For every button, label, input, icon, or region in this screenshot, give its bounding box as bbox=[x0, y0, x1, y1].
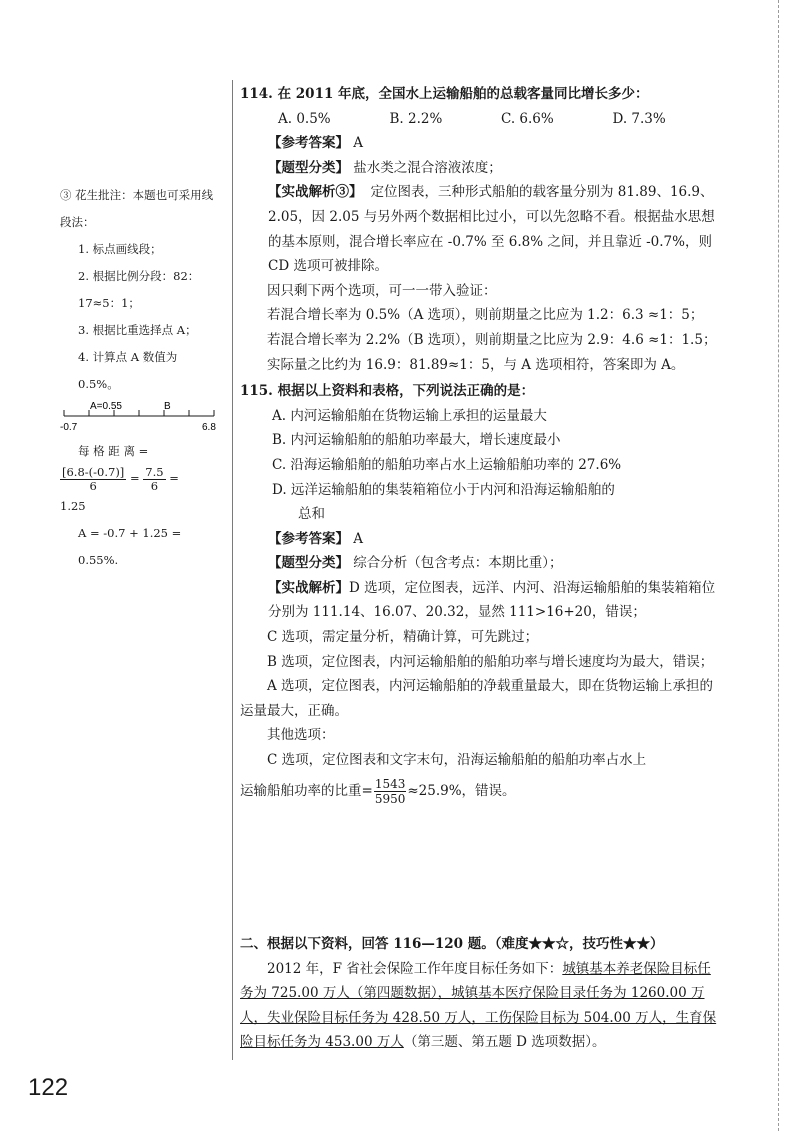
answer-tag: 【参考答案】 bbox=[268, 135, 349, 152]
left-end-label: -0.7 bbox=[60, 422, 78, 433]
analysis-p4: 若混合增长率为 2.2%（B 选项），则前期量之比应为 2.9：4.6 ≈1：1.5； bbox=[267, 331, 717, 348]
ratio-fraction: $\frac{1543}{5950}$ bbox=[374, 776, 406, 806]
note-title: ③ 花生批注：本题也可采用线段法： bbox=[60, 188, 214, 229]
q115-option-a: A. 内河运输船舶在货物运输上承担的运量最大 bbox=[272, 407, 547, 424]
q115-analysis-p1: D 选项，定位图表，远洋、内河、沿海运输船舶的集装箱箱位分别为 111.14、16.07、20.32，显然 111>16+20，错误； bbox=[268, 579, 716, 621]
point-a-result: A = -0.7 + 1.25 = 0.55%. bbox=[78, 525, 182, 567]
main-content bbox=[240, 82, 724, 806]
analysis-p3: 若混合增长率为 0.5%（A 选项），则前期量之比应为 1.2：6.3 ≈1：5； bbox=[267, 307, 704, 324]
grid-fraction: $\frac{[6.8-(-0.7)]}{6}$ bbox=[62, 464, 125, 493]
right-end-label: 6.8 bbox=[202, 422, 216, 433]
note-step-1: 1. 标点画线段； bbox=[78, 242, 162, 256]
number-line bbox=[60, 400, 220, 438]
note-step-2: 2. 根据比例分段：82：17≈5：1； bbox=[78, 269, 200, 310]
section-2-heading: 二、根据以下资料，回答 116—120 题。（难度★★☆，技巧性★★） bbox=[240, 936, 664, 952]
grid-fraction-2: $\frac{7.5}{6}$ bbox=[145, 464, 164, 493]
q115-answer-tag: 【参考答案】 bbox=[268, 530, 349, 547]
question-114-stem: 114. 在 2011 年底，全国水上运输船舶的总载客量同比增长多少： bbox=[240, 86, 649, 102]
analysis-tag: 【实战解析③】 bbox=[268, 184, 363, 201]
page-number: 122 bbox=[28, 1074, 69, 1101]
note-step-3: 3. 根据比重选择点 A； bbox=[78, 323, 197, 337]
per-grid-formula: $\frac{[6.8-(-0.7)]}{6}$ = $\frac{7.5}{6}$ = bbox=[62, 464, 179, 493]
q115-analysis-p5: 其他选项： bbox=[267, 727, 335, 744]
q115-option-d: D. 远洋运输船舶的集装箱箱位小于内河和沿海运输船舶的 bbox=[272, 481, 615, 498]
q115-type: 综合分析（包含考点：本期比重）； bbox=[353, 555, 563, 572]
point-b-label: B bbox=[164, 401, 171, 412]
answer: A bbox=[353, 135, 364, 152]
section-2 bbox=[240, 932, 724, 1055]
margin-divider bbox=[232, 80, 233, 1060]
option-d: D. 7.3% bbox=[612, 110, 666, 127]
per-grid-result: 1.25 bbox=[60, 498, 86, 513]
q115-analysis-last: 运输船舶功率的比重= $\frac{1543}{5950}$ ≈25.9%，错误。 bbox=[240, 776, 516, 806]
per-grid-label: 每 格 距 离 = bbox=[78, 444, 149, 458]
type-tag: 【题型分类】 bbox=[268, 159, 349, 176]
q115-answer: A bbox=[353, 530, 364, 547]
q115-option-d-cont: 总和 bbox=[298, 506, 325, 523]
q115-analysis-p6: C 选项，定位图表和文字末句，沿海运输船舶的船舶功率占水上 bbox=[267, 752, 647, 769]
margin-note bbox=[60, 182, 220, 574]
question-114-options bbox=[240, 107, 724, 132]
q115-analysis-p2: C 选项，需定量分析，精确计算，可先跳过； bbox=[267, 629, 539, 646]
binding-dashed-line bbox=[778, 0, 779, 1131]
q115-analysis-tag: 【实战解析】 bbox=[268, 579, 349, 596]
q115-type-tag: 【题型分类】 bbox=[268, 555, 349, 572]
type: 盐水类之混合溶液浓度； bbox=[353, 159, 502, 176]
analysis-p1: 定位图表，三种形式船舶的载客量分别为 81.89、16.9、2.05，因 2.05 与另外两个数据相比过小，可以先忽略不看。根据盐水思想的基本原则，混合增长率应在 -0.7% 至 6.8% 之间，并且靠近 -0.7%，则 CD 选项可被排除。 bbox=[268, 184, 715, 275]
question-115-stem: 115. 根据以上资料和表格，下列说法正确的是： bbox=[240, 383, 535, 400]
q115-analysis-p3: B 选项，定位图表，内河运输船舶的船舶功率与增长速度均为最大，错误； bbox=[267, 653, 714, 670]
option-c: C. 6.6% bbox=[501, 110, 554, 127]
option-b: B. 2.2% bbox=[389, 110, 443, 127]
analysis-p5: 实际量之比约为 16.9：81.89≈1：5，与 A 选项相符，答案即为 A。 bbox=[267, 356, 685, 373]
point-a-label: A=0.55 bbox=[90, 401, 122, 412]
analysis-p2: 因只剩下两个选项，可一一带入验证： bbox=[267, 282, 497, 299]
number-line-svg bbox=[60, 400, 220, 438]
q115-option-b: B. 内河运输船舶的船舶功率最大，增长速度最小 bbox=[272, 432, 561, 449]
q115-option-c: C. 沿海运输船舶的船舶功率占水上运输船舶功率的 27.6% bbox=[272, 456, 622, 473]
note-step-4: 4. 计算点 A 数值为 0.5%。 bbox=[78, 350, 178, 391]
q115-analysis-p4: A 选项，定位图表，内河运输船舶的净载重量最大，即在货物运输上承担的运量最大，正确。 bbox=[240, 678, 714, 719]
option-a: A. 0.5% bbox=[278, 110, 331, 127]
underlined-text: 城镇基本养老保险目标任务为 725.00 万人（第四题数据），城镇基本医疗保险目录任务为 1260.00 万人，失业保险目标任务为 428.50 万人，工伤保险目标为 504.00 万人，生育保险目标任务为 453.00 万人 bbox=[240, 960, 717, 1051]
section-2-paragraph: 2012 年，F 省社会保险工作年度目标任务如下：城镇基本养老保险目标任务为 725.00 万人（第四题数据），城镇基本医疗保险目录任务为 1260.00 万人，失业保险目标任务为 428.50 万人，工伤保险目标为 504.00 万人，生育保险目标任务为 453.00 万人（第三题、第五题 D 选项数据）。 bbox=[240, 960, 717, 1051]
